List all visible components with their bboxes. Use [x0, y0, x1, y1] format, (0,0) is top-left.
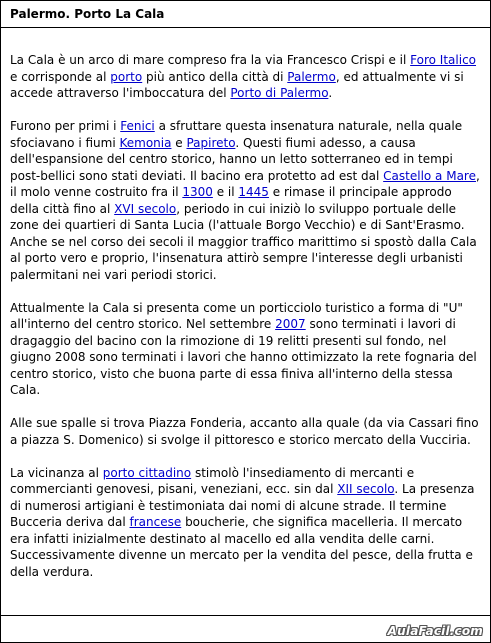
paragraph-text: . Questi fiumi adesso, a causa dell'espansione del centro storico, hanno un letto sotterraneo ed in tempi post-bellici sono stati deviati. Il bacino era protetto ad est dal: [10, 135, 453, 183]
footer-bar: [1, 615, 490, 642]
inline-link[interactable]: porto cittadino: [102, 465, 192, 480]
paragraph: [10, 465, 482, 581]
inline-link[interactable]: porto: [110, 69, 143, 84]
inline-link[interactable]: Palermo: [287, 69, 336, 84]
inline-link[interactable]: francese: [129, 515, 182, 529]
paragraph-text: e corrisponde al: [10, 69, 111, 84]
aulafacil-logo: AulaFacil.com: [387, 624, 483, 638]
paragraph-text: . La presenza di numerosi artigiani è testimoniata dai nomi di alcune strade. Il termine Bucceria deriva dal: [10, 482, 475, 529]
inline-link[interactable]: 1445: [238, 185, 269, 199]
inline-link[interactable]: Foro Italico: [410, 53, 477, 67]
inline-link[interactable]: XII secolo: [337, 482, 395, 496]
paragraph-text: , il molo venne costruito fra il: [10, 168, 480, 199]
paragraph: [10, 300, 482, 399]
paragraph-text: boucherie, che significa macelleria. Il mercato era infatti inizialmente destinato al macello ed alla vendita delle carni. Successivamente divenne un mercato per la vendita del pesce, della frutta e della verdura.: [10, 515, 473, 579]
paragraph-text: , ed attualmente vi si accede attraverso l'imboccatura del: [10, 69, 464, 100]
paragraph-text: .: [328, 86, 333, 100]
paragraph-text: più antico della città di: [142, 69, 288, 84]
paragraph-text: Alle sue spalle si trova Piazza Fonderia, accanto alla quale (da via Cassari fino a piazza S. Domenico) si svolge il pittoresco e storico mercato della Vucciria.: [10, 416, 479, 447]
inline-link[interactable]: Kemonia: [119, 135, 172, 150]
inline-link[interactable]: 2007: [275, 317, 306, 331]
inline-link[interactable]: XVI secolo: [114, 201, 177, 216]
paragraph-text: stimolò l'insediamento di mercanti e commercianti genovesi, pisani, veneziani, ecc. sin dal: [10, 465, 415, 496]
paragraph-text: La Cala è un arco di mare compreso fra la via Francesco Crispi e il: [10, 53, 411, 67]
paragraph-text: , periodo in cui iniziò lo sviluppo portuale delle zone dei quartieri di Santa Lucia (l'attuale Borgo Vecchio) e di Sant'Erasmo. Anche se nel corso dei secoli il maggior traffico marittimo si spostò dalla Cala al porto vero e proprio, l'insenatura attirò sempre l'interesse degli urbanisti palermitani nei vari periodi storici.: [10, 201, 477, 282]
paragraph: [10, 415, 482, 448]
inline-link[interactable]: Porto di Palermo: [230, 86, 329, 100]
inline-link[interactable]: 1300: [182, 185, 213, 199]
paragraph-text: e il: [212, 185, 239, 199]
article-body: [10, 52, 482, 597]
paragraph: [10, 52, 482, 102]
paragraph-text: e rimase il principale approdo della città fino al: [10, 185, 452, 216]
paragraph-text: e: [171, 135, 187, 150]
inline-link[interactable]: Castello a Mare: [383, 168, 476, 183]
page-title: Palermo. Porto La Cala: [10, 7, 165, 21]
paragraph-text: La vicinanza al: [10, 465, 103, 480]
paragraph: [10, 118, 482, 283]
inline-link[interactable]: Fenici: [120, 119, 155, 133]
paragraph-text: Attualmente la Cala si presenta come un porticciolo turistico a forma di "U" all'interno del centro storico. Nel settembre: [10, 300, 463, 331]
title-bar: [1, 1, 490, 28]
inline-link[interactable]: Papireto: [186, 135, 236, 150]
paragraph-text: Furono per primi i: [10, 119, 121, 133]
paragraph-text: a sfruttare questa insenatura naturale, nella quale sfociavano i fiumi: [10, 119, 463, 150]
paragraph-text: sono terminati i lavori di dragaggio del bacino con la rimozione di 19 relitti presenti sul fondo, nel giugno 2008 sono terminati i lavori che hanno ottimizzato la rete fognaria del centro storico, visto che buona parte di essa finiva all'interno della stessa Cala.: [10, 317, 477, 397]
